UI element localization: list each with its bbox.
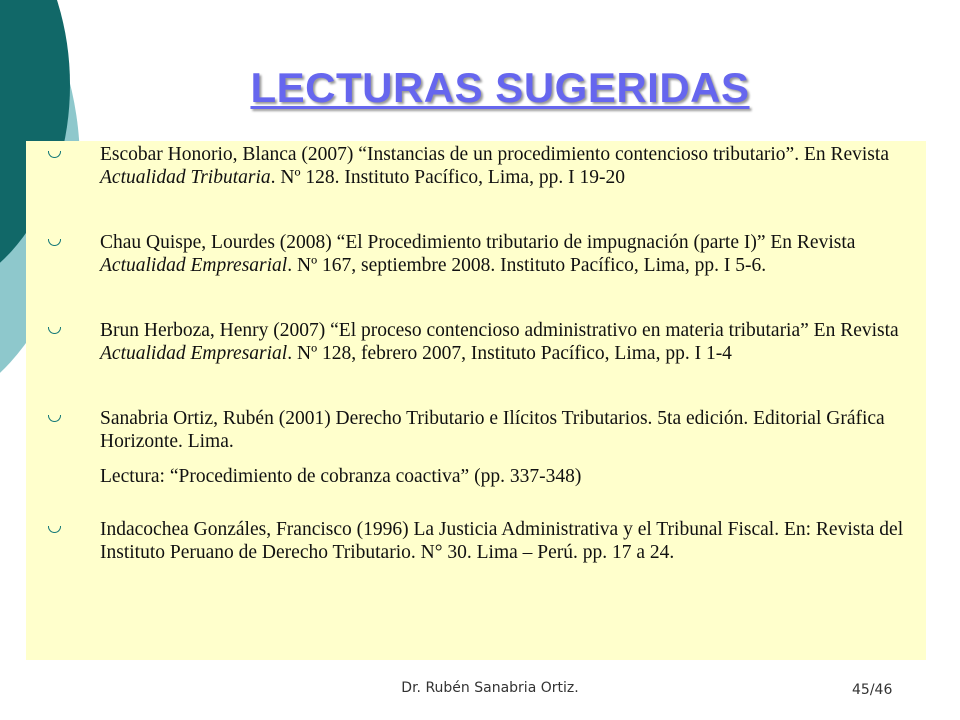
reference-text: Chau Quispe, Lourdes (2008) “El Procedimiento tributario de impugnación (parte I)” En Revista [100, 232, 856, 253]
reference-item [100, 319, 920, 365]
reference-list [100, 143, 920, 606]
journal-title: Actualidad Empresarial [100, 343, 288, 364]
reference-item [100, 518, 920, 564]
reference-item [100, 231, 920, 277]
reference-text: Escobar Honorio, Blanca (2007) “Instancias de un procedimiento contencioso tributario”. En Revista [100, 144, 889, 165]
reference-text: . Nº 128, febrero 2007, Instituto Pacífico, Lima, pp. I 1-4 [287, 343, 732, 364]
reference-item [100, 143, 920, 189]
journal-title: Actualidad Empresarial [100, 255, 288, 276]
reading-note: Lectura: “Procedimiento de cobranza coactiva” (pp. 337-348) [100, 466, 582, 487]
page-title: LECTURAS SUGERIDAS [250, 64, 750, 111]
reference-item [100, 407, 920, 488]
reference-text: Indacochea Gonzáles, Francisco (1996) La Justicia Administrativa y el Tribunal Fiscal. En: Revista del Instituto Peruano de Derecho Tributario. N° 30. Lima – Perú. pp. 17 a 24. [100, 519, 904, 563]
reference-text: Brun Herboza, Henry (2007) “El proceso contencioso administrativo en materia tributaria” En Revista [100, 320, 899, 341]
page-number: 45/46 [852, 682, 893, 698]
reference-text: . Nº 128. Instituto Pacífico, Lima, pp. I 19-20 [270, 167, 625, 188]
journal-title: Actualidad Tributaria [100, 167, 271, 188]
footer-author: Dr. Rubén Sanabria Ortiz. [401, 680, 579, 696]
reference-text: Sanabria Ortiz, Rubén (2001) Derecho Tributario e Ilícitos Tributarios. 5ta edición. Editorial Gráfica Horizonte. Lima. [100, 408, 885, 452]
reference-text: . Nº 167, septiembre 2008. Instituto Pacífico, Lima, pp. I 5-6. [287, 255, 767, 276]
